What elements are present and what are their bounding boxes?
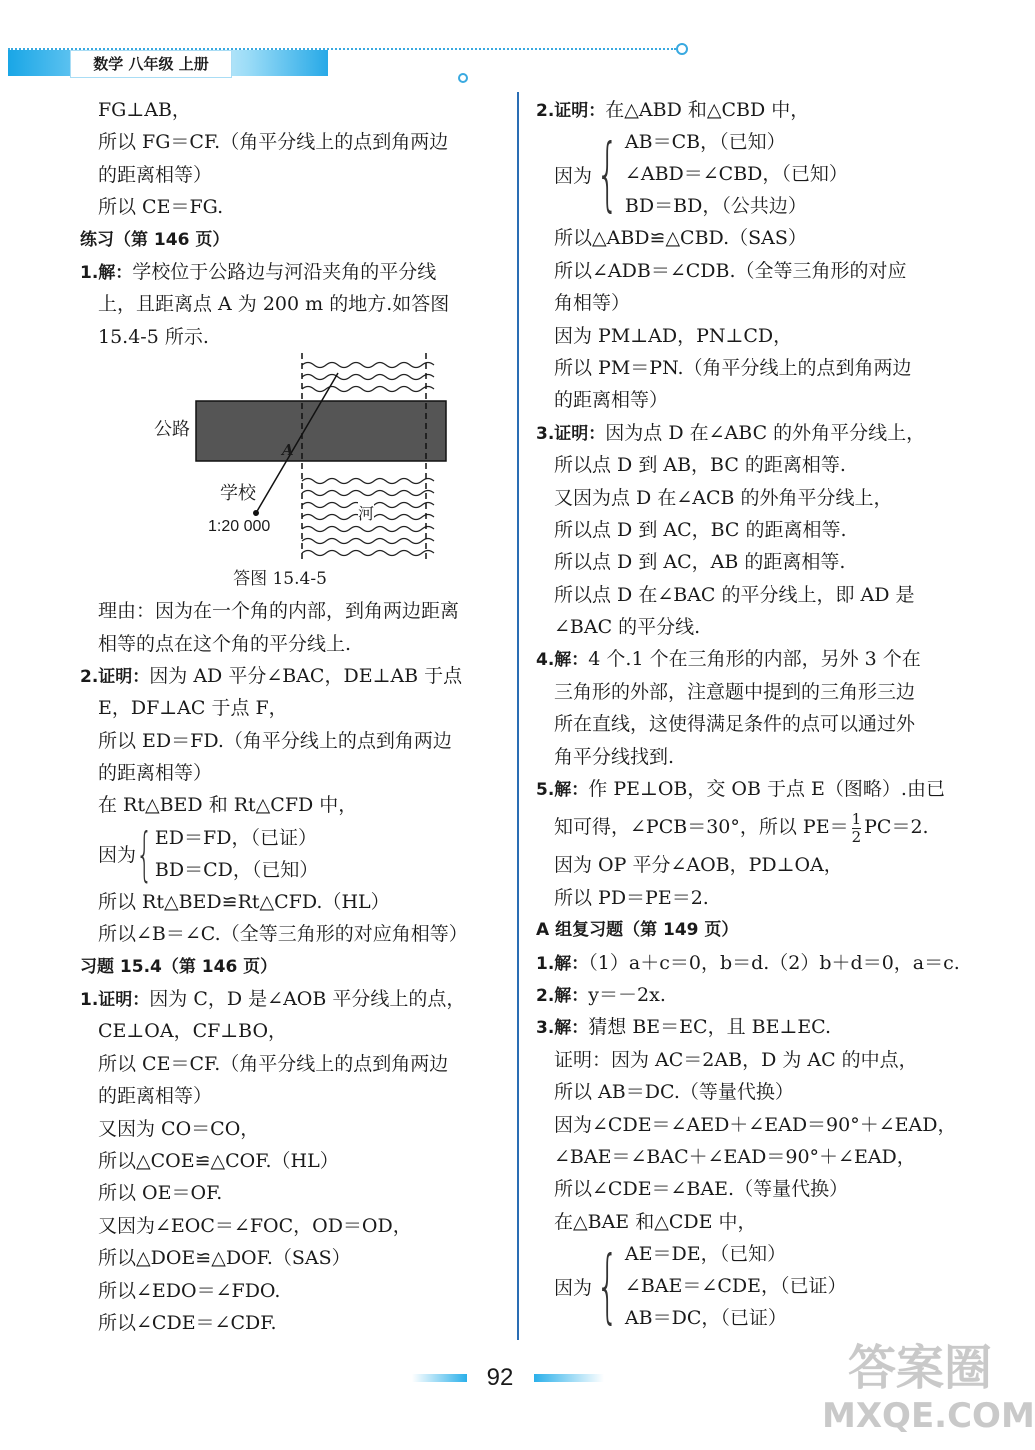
text-line: 上，且距离点 A 为 200 m 的地方.如答图 (98, 293, 450, 316)
left-brace: { (596, 127, 619, 221)
text-line: AB＝DC，（已证） (624, 1307, 787, 1330)
text-line: ∠BAC 的平分线. (554, 616, 701, 639)
text-line: 所以 CE＝CF.（角平分线上的点到角两边 (98, 1052, 449, 1075)
question-text: 在△ABD 和△CBD 中， (605, 99, 810, 121)
question-line (80, 256, 510, 288)
right-column (536, 94, 976, 1334)
text-line: BD＝BD，（公共边） (624, 195, 807, 218)
text-line: 角平分线找到. (554, 745, 675, 768)
text-line: 又因为点 D 在∠ACB 的外角平分线上， (554, 486, 893, 509)
question-text: （1）a＋c＝0，b＝d.（2）b＋d＝0，a＝c. (588, 951, 960, 974)
column-divider (517, 92, 519, 1340)
map-diagram (120, 353, 500, 563)
question-number: 1.证明： (80, 990, 150, 1011)
header-circle-ornament-small (458, 73, 468, 83)
question-number: 2.证明： (536, 101, 606, 121)
text-line: 在△BAE 和△CDE 中， (554, 1210, 757, 1233)
text-line: 证明：因为 AC＝2AB，D 为 AC 的中点， (554, 1048, 918, 1071)
question-line (80, 983, 510, 1015)
brace-lines (155, 822, 318, 886)
text-line: 所以 OE＝OF. (98, 1182, 223, 1205)
question-number: 5.解： (536, 780, 589, 801)
section-heading: 练习（第 146 页） (80, 229, 230, 250)
text-line: 三角形的外部，注意题中提到的三角形三边 (554, 680, 916, 703)
page-header (0, 40, 1000, 80)
question-text: 学校位于公路边与河沿夹角的平分线 (132, 260, 437, 283)
fraction-one-half (852, 811, 862, 846)
text-line: 的距离相等） (98, 1085, 213, 1108)
text-line: 所以点 D 到 AB，BC 的距离相等. (554, 454, 846, 477)
text-line: 又因为∠EOC＝∠FOC，OD＝OD， (98, 1214, 412, 1237)
text-line: 所以 PM＝PN.（角平分线上的点到角两边 (554, 356, 912, 379)
because-label: 因为 (98, 844, 137, 867)
question-text: 猜想 BE＝EC，且 BE⊥EC. (588, 1016, 832, 1039)
section-heading: 习题 15.4（第 146 页） (80, 956, 278, 977)
watermark-logo-text: 答案圈 (847, 1340, 992, 1396)
text-line: 理由：因为在一个角的内部，到角两边距离 (98, 600, 460, 623)
question-line (536, 417, 976, 449)
figure-road-river (120, 353, 510, 595)
footer-ornament-right (534, 1374, 604, 1382)
text-line: AB＝CB，（已知） (624, 131, 786, 154)
text-line: 15.4-5 所示. (98, 325, 209, 348)
label-scale: 1:20 000 (208, 518, 271, 536)
text-line: 相等的点在这个角的平分线上. (98, 632, 352, 655)
label-school: 学校 (220, 483, 256, 505)
watermark-domain: MXQE.COM (822, 1396, 1035, 1436)
text-line: E，DF⊥AC 于点 F， (98, 697, 288, 720)
text-line-with-fraction (536, 805, 976, 849)
question-text: 因为 AD 平分∠BAC，DE⊥AB 于点 (149, 664, 463, 687)
text-line: 所以点 D 到 AC，AB 的距离相等. (554, 551, 846, 574)
label-road: 公路 (154, 419, 190, 441)
text-line: 因为∠CDE＝∠AED＋∠EAD＝90°＋∠EAD， (554, 1113, 957, 1136)
text-line: 所以∠ADB＝∠CDB.（全等三角形的对应 (554, 259, 907, 282)
question-line (536, 979, 976, 1011)
text-line: ∠BAE＝∠CDE，（已证） (624, 1275, 847, 1298)
question-line (536, 1011, 976, 1043)
section-heading: A 组复习题（第 149 页） (536, 920, 739, 941)
question-number: 2.证明： (80, 666, 150, 687)
site-watermark (822, 1340, 1035, 1450)
text-line: 所以点 D 到 AC，BC 的距离相等. (554, 518, 847, 541)
page-number: 92 (486, 1364, 514, 1391)
question-number: 4.解： (536, 650, 589, 671)
text-line: 所以 PD＝PE＝2. (554, 886, 709, 909)
text-line: 所以△COE≌△COF.（HL） (98, 1149, 339, 1172)
brace-lines (625, 1238, 847, 1334)
question-text: 因为点 D 在∠ABC 的外角平分线上， (605, 421, 926, 444)
question-text: 因为 C，D 是∠AOB 平分线上的点， (149, 988, 466, 1011)
text-line: ∠ABD＝∠CBD，（已知） (624, 163, 848, 186)
text-line: BD＝CD，（已知） (154, 858, 319, 881)
text-line: 所以 CE＝FG. (98, 196, 224, 219)
text-line: ED＝FD，（已证） (154, 826, 317, 849)
question-number: 2.解： (536, 985, 589, 1006)
text-line: 因为 PM⊥AD，PN⊥CD， (554, 324, 793, 347)
text-line: 所以 ED＝FD.（角平分线上的点到角两边 (98, 729, 452, 752)
text-line: 因为 OP 平分∠AOB，PD⊥OA， (554, 854, 843, 877)
question-line (536, 773, 976, 805)
text-line: 所以△ABD≌△CBD.（SAS） (554, 227, 807, 250)
question-number: 1.解： (536, 953, 589, 974)
header-circle-ornament (676, 43, 688, 55)
footer-ornament-left (412, 1374, 467, 1382)
question-line (80, 660, 510, 692)
left-brace: { (136, 819, 153, 888)
label-river: 河 (358, 501, 374, 524)
book-title: 数学 八年级 上册 (70, 50, 232, 78)
text-line: 的距离相等） (554, 389, 669, 412)
because-label: 因为 (554, 1276, 593, 1299)
text-line: AE＝DE，（已知） (624, 1243, 787, 1266)
text-line: 所以 FG＝CF.（角平分线上的点到角两边 (98, 131, 449, 154)
text-line: 在 Rt△BED 和 Rt△CFD 中， (98, 794, 358, 817)
because-label: 因为 (554, 164, 593, 187)
school-point (253, 510, 259, 516)
figure-caption: 答图 15.4-5 (233, 569, 327, 590)
text-line: FG⊥AB， (98, 99, 191, 121)
text-line: 的距离相等） (98, 762, 213, 785)
question-text: 4 个.1 个在三角形的内部，另外 3 个在 (588, 648, 921, 671)
text-line: 所以点 D 在∠BAC 的平分线上，即 AD 是 (554, 583, 915, 606)
text-line: 所以 AB＝DC.（等量代换） (554, 1081, 794, 1104)
question-line (536, 643, 976, 675)
label-point-a: A (282, 441, 294, 460)
text-line: 所以∠CDE＝∠CDF. (98, 1311, 277, 1334)
text-line: CE⊥OA，CF⊥BO， (98, 1020, 288, 1043)
text-line: 所以∠EDO＝∠FDO. (98, 1279, 281, 1302)
question-line (536, 947, 976, 979)
text-line: 角相等） (554, 292, 631, 315)
question-number: 3.证明： (536, 423, 606, 444)
text-line: 所以 Rt△BED≌Rt△CFD.（HL） (98, 890, 390, 913)
brace-lines (625, 126, 848, 222)
fraction-numerator: 1 (851, 809, 862, 828)
question-text: y＝－2x. (588, 983, 666, 1006)
question-line (536, 94, 976, 126)
text-line: ∠BAE＝∠BAC＋∠EAD＝90°＋∠EAD， (554, 1145, 916, 1168)
brace-system (536, 126, 976, 222)
question-number: 1.解： (80, 262, 133, 283)
text-line: 所在直线，这使得满足条件的点可以通过外 (554, 713, 916, 736)
left-brace: { (596, 1239, 619, 1333)
left-column (80, 94, 510, 1339)
brace-system (80, 819, 510, 888)
text-fragment: 知可得，∠PCB＝30°，所以 PE＝ (554, 816, 849, 839)
question-text: 作 PE⊥OB，交 OB 于点 E（图略）.由已 (588, 778, 945, 801)
text-fragment: PC＝2. (864, 816, 929, 839)
text-line: 的距离相等） (98, 163, 213, 186)
brace-system (536, 1238, 976, 1334)
text-line: 所以∠CDE＝∠BAE.（等量代换） (554, 1178, 849, 1201)
text-line: 所以∠B＝∠C.（全等三角形的对应角相等） (98, 923, 468, 946)
text-line: 所以△DOE≌△DOF.（SAS） (98, 1247, 351, 1270)
road-band (196, 401, 446, 461)
fraction-denominator: 2 (851, 827, 862, 846)
text-line: 又因为 CO＝CO， (98, 1117, 260, 1140)
question-number: 3.解： (536, 1018, 589, 1039)
